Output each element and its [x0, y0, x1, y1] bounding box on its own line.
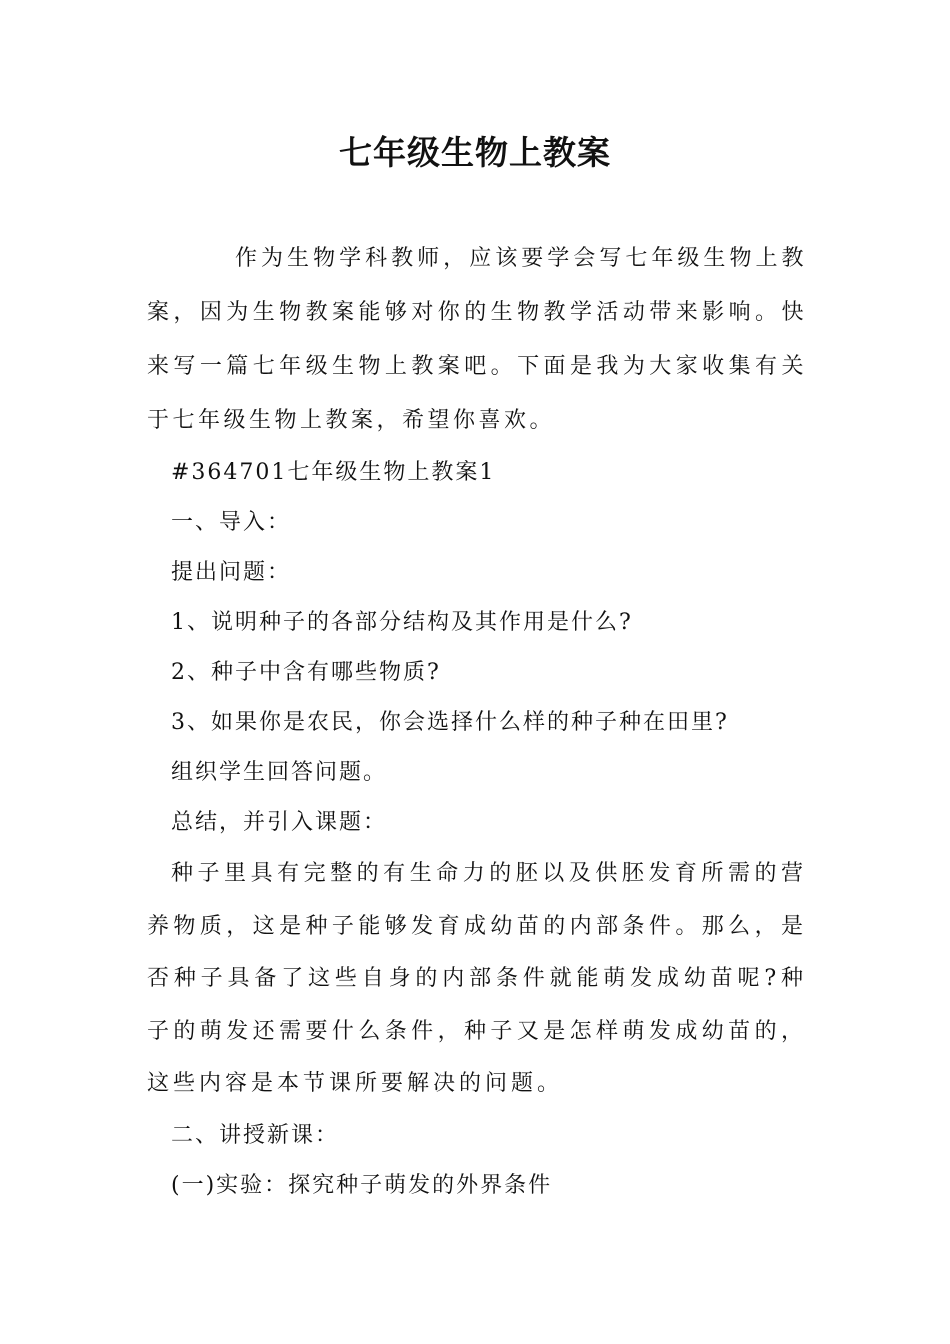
section-import-heading: 一、导入：	[171, 510, 292, 535]
summary-paragraph: 种子里具有完整的有生命力的胚以及供胚发育所需的营养物质，这是种子能够发育成幼苗的内部条件。那么，是否种子具备了这些自身的内部条件就能萌发成幼苗呢?种子的萌发还需要什么条件，种子又是怎样萌发成幼苗的，这些内容是本节课所要解决的问题。	[147, 861, 807, 1096]
intro-paragraph: 作为生物学科教师，应该要学会写七年级生物上教案，因为生物教案能够对你的生物教学活动带来影响。快来写一篇七年级生物上教案吧。下面是我为大家收集有关于七年级生物上教案，希望你喜欢。	[147, 246, 807, 433]
lesson-heading: #364701七年级生物上教案1	[171, 460, 496, 485]
document-title: 七年级生物上教案	[339, 133, 611, 172]
question-item-2: 2、种子中含有哪些物质?	[171, 660, 441, 685]
section-new-lesson-heading: 二、讲授新课：	[171, 1122, 340, 1148]
experiment-subheading: (一)实验：探究种子萌发的外界条件	[171, 1172, 553, 1198]
question-item-3: 3、如果你是农民，你会选择什么样的种子种在田里?	[171, 710, 729, 735]
question-item-1: 1、说明种子的各部分结构及其作用是什么?	[171, 610, 633, 635]
organize-answer-line: 组织学生回答问题。	[171, 760, 388, 785]
document-body	[147, 232, 807, 1211]
ask-questions-label: 提出问题：	[171, 560, 292, 585]
summary-intro-line: 总结，并引入课题：	[171, 810, 388, 835]
